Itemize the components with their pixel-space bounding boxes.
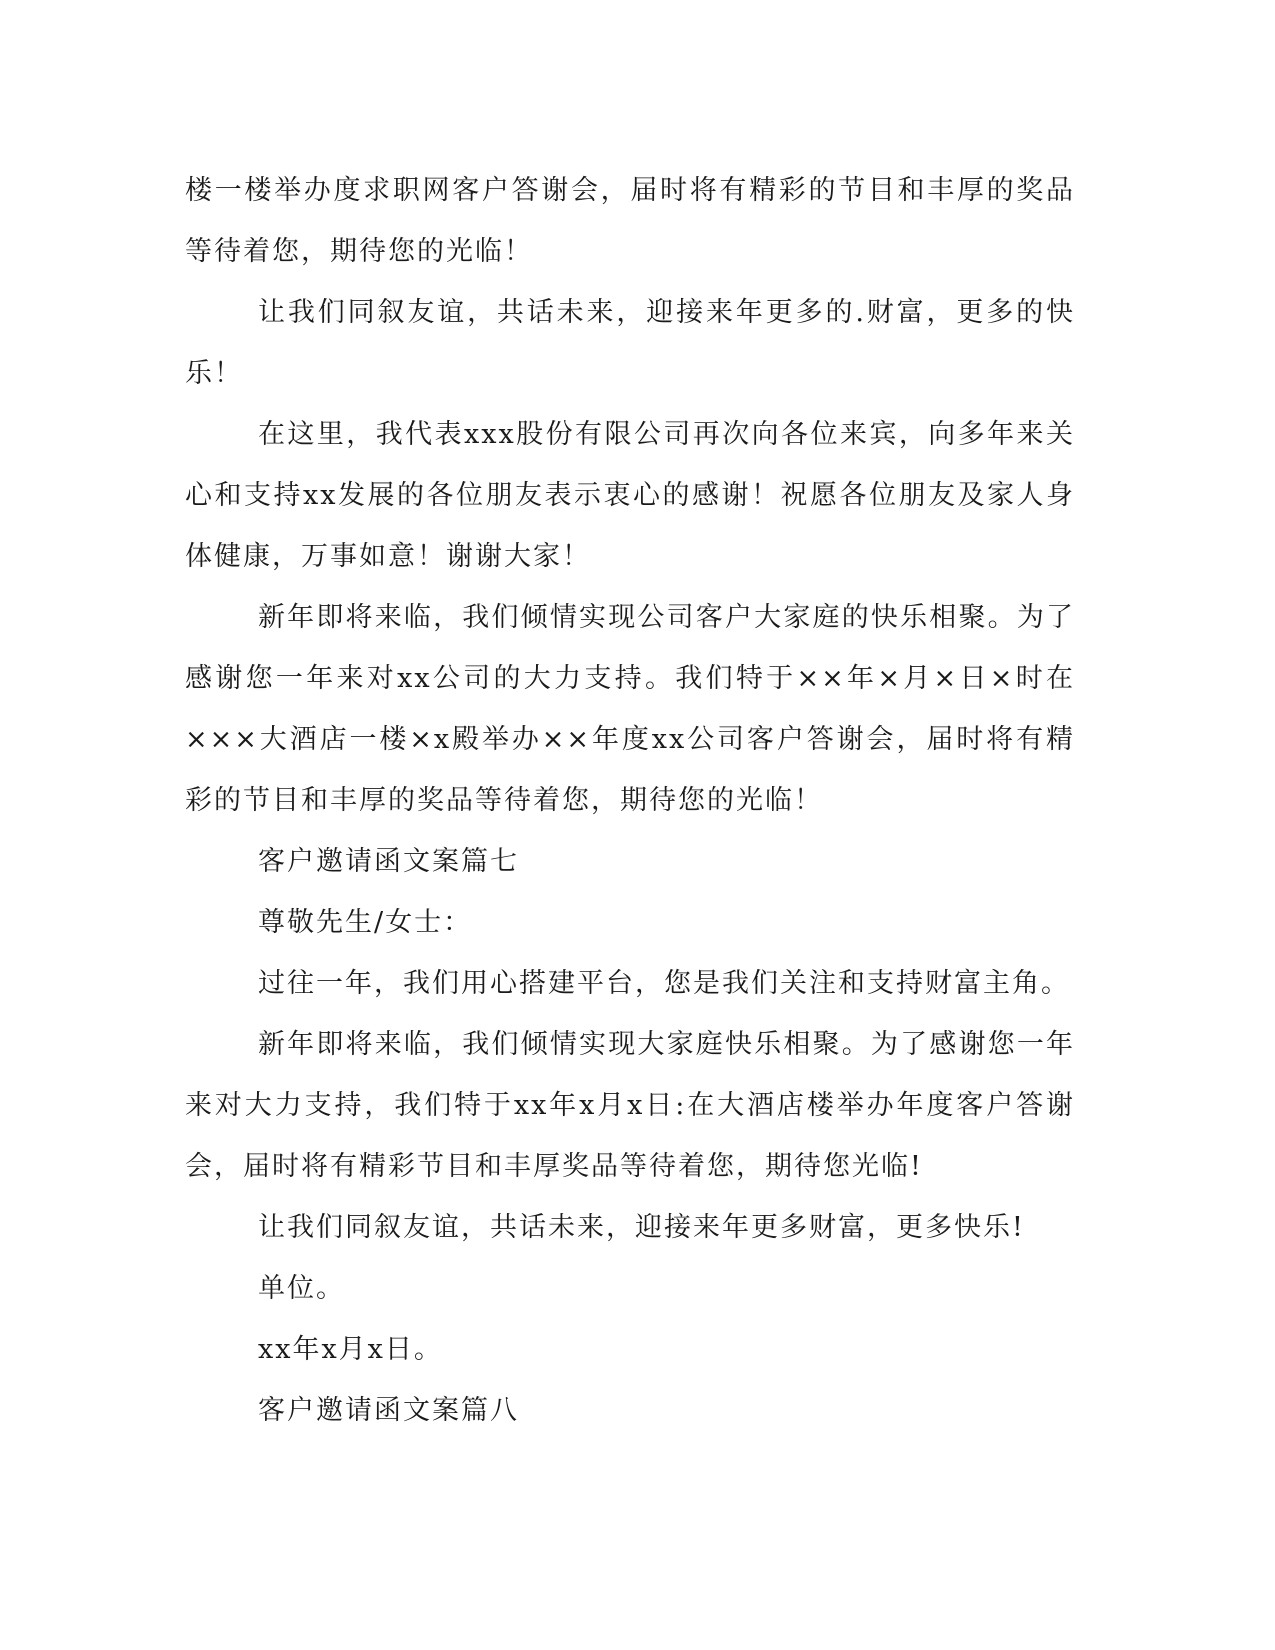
paragraph-new-year-invitation: 新年即将来临，我们倾情实现公司客户大家庭的快乐相聚。为了感谢您一年来对xx公司的大力支持。我们特于××年×月×日×时在×××大酒店一楼×x殿举办××年度xx公司客户答谢会，届时将有精彩的节目和丰厚的奖品等待着您，期待您的光临！: [185, 602, 1075, 816]
signature-date: xx年x月x日。: [258, 1334, 443, 1365]
paragraph-thanks: 在这里，我代表xxx股份有限公司再次向各位来宾，向多年来关心和支持xx发展的各位朋友表示衷心的感谢！祝愿各位朋友及家人身体健康，万事如意！谢谢大家！: [185, 419, 1075, 572]
paragraph-invitation-details: 新年即将来临，我们倾情实现大家庭快乐相聚。为了感谢您一年来对大力支持，我们特于xx年x月x日:在大酒店楼举办年度客户答谢会，届时将有精彩节目和丰厚奖品等待着您，期待您光临!: [185, 1029, 1075, 1182]
paragraph-friendship-wish: 让我们同叙友谊，共话未来，迎接来年更多的.财富，更多的快乐！: [185, 297, 1075, 389]
section-heading-8: 客户邀请函文案篇八: [258, 1395, 519, 1426]
section-heading-7: 客户邀请函文案篇七: [258, 846, 519, 877]
salutation: 尊敬先生/女士：: [258, 907, 473, 938]
document-body: [185, 160, 1075, 1441]
signature-unit: 单位。: [258, 1273, 345, 1304]
paragraph-event-continuation: 楼一楼举办度求职网客户答谢会，届时将有精彩的节目和丰厚的奖品等待着您，期待您的光临！: [185, 175, 1075, 267]
paragraph-past-year: 过往一年，我们用心搭建平台，您是我们关注和支持财富主角。: [258, 968, 1070, 999]
paragraph-closing-wish: 让我们同叙友谊，共话未来，迎接来年更多财富，更多快乐!: [258, 1212, 1025, 1243]
